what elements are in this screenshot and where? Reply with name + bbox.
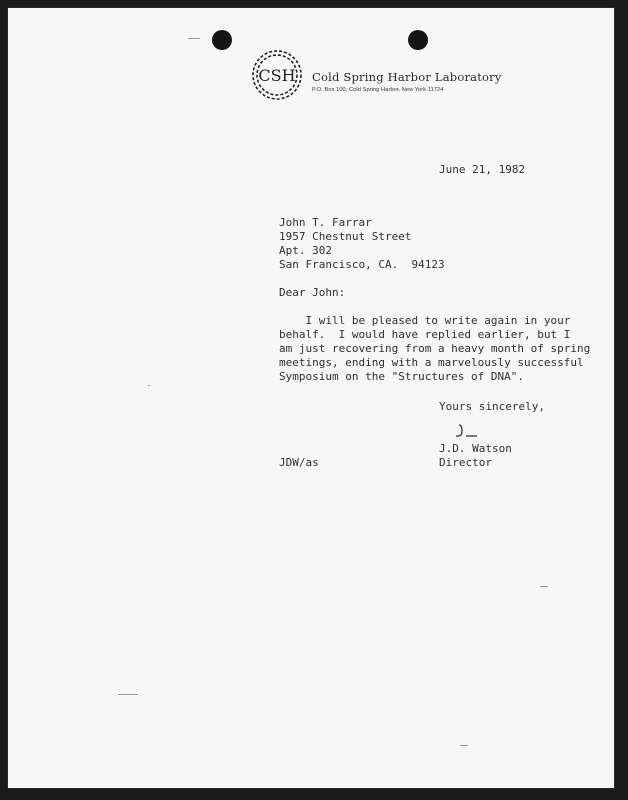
body-line: I will be pleased to write again in your	[279, 314, 571, 327]
paper-speck	[540, 586, 548, 587]
letter-date: June 21, 1982	[439, 163, 526, 176]
paper-speck	[148, 385, 150, 386]
body-line: Symposium on the "Structures of DNA".	[279, 370, 525, 383]
punch-hole	[212, 30, 232, 50]
body-line: behalf. I would have replied earlier, but I	[279, 328, 571, 341]
closing: Yours sincerely,	[439, 400, 545, 413]
punch-hole	[408, 30, 428, 50]
recipient-apt: Apt. 302	[279, 244, 332, 257]
paper-speck	[460, 745, 468, 746]
reference-initials: JDW/as	[279, 456, 319, 469]
paper-speck	[188, 38, 200, 39]
body-line: am just recovering from a heavy month of spring	[279, 342, 591, 355]
letter-page	[8, 8, 614, 788]
body-line: meetings, ending with a marvelously successful	[279, 356, 584, 369]
organization-name: Cold Spring Harbor Laboratory	[312, 70, 502, 84]
logo-text: CSH	[258, 66, 296, 85]
recipient-city: San Francisco, CA. 94123	[279, 258, 445, 271]
recipient-name: John T. Farrar	[279, 216, 372, 229]
signer-name: J.D. Watson	[439, 442, 512, 455]
paper-speck	[118, 694, 138, 695]
signature-icon	[451, 422, 481, 442]
csh-logo-icon	[248, 46, 306, 104]
organization-address: P.O. Box 100, Cold Spring Harbor, New York 11724	[312, 87, 444, 93]
salutation: Dear John:	[279, 286, 346, 299]
recipient-street: 1957 Chestnut Street	[279, 230, 412, 243]
signer-title: Director	[439, 456, 492, 469]
